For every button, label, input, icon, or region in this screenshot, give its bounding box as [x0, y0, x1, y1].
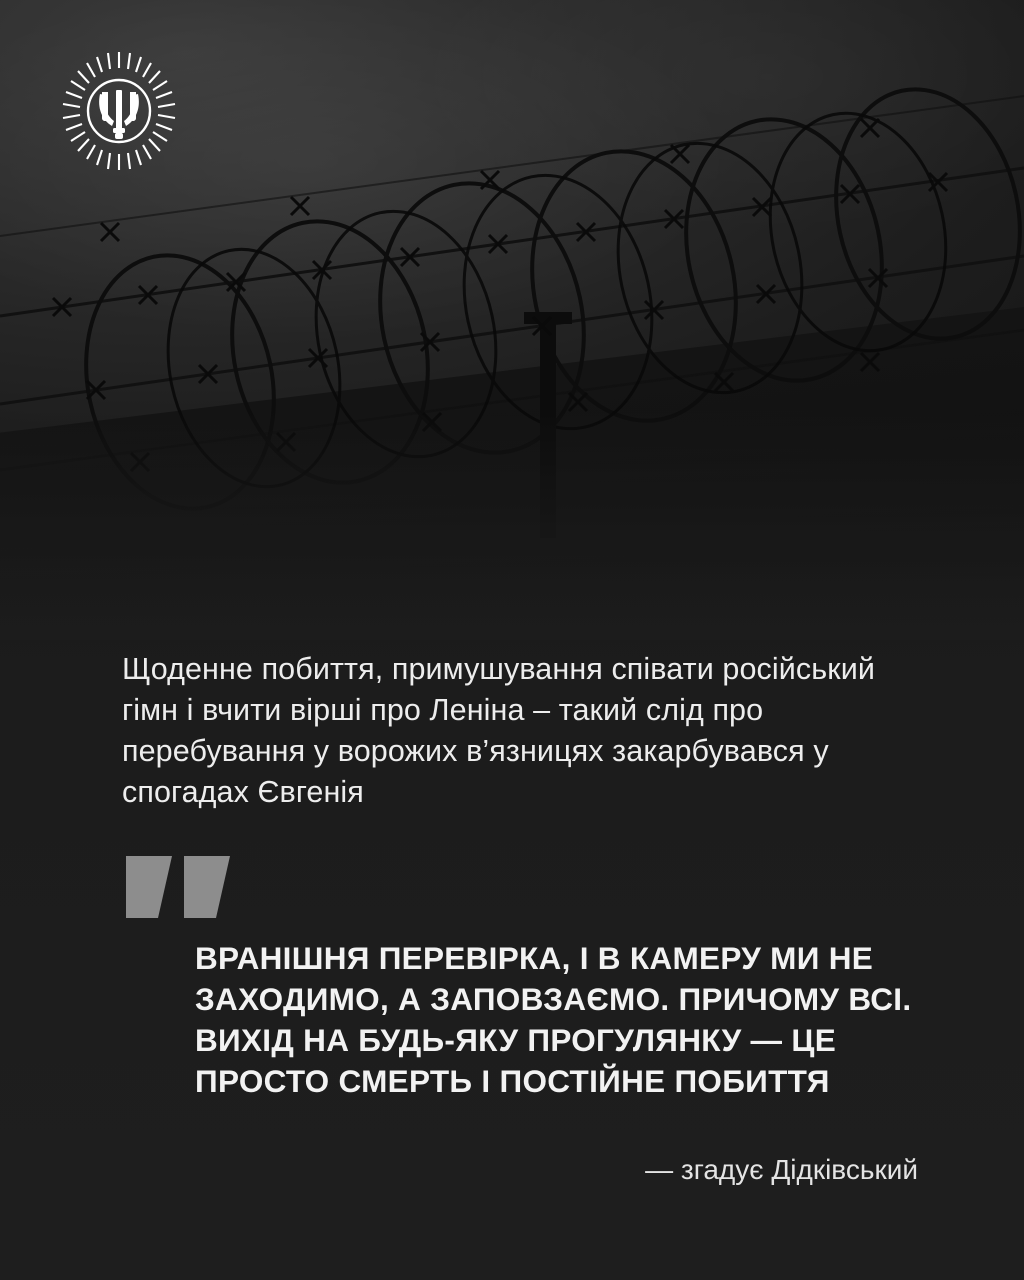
- lede-paragraph: Щоденне побиття, примушування співати російський гімн і вчити вірші про Леніна – такий слід про перебування у ворожих в’язницях закарбувався у спогадах Євгенія: [122, 651, 875, 809]
- text-content: [0, 560, 1024, 1280]
- ukraine-national-police-emblem-icon: [56, 48, 182, 174]
- quote-attribution: — згадує Дідківський: [645, 1154, 918, 1185]
- quotation-mark-icon: [122, 850, 242, 942]
- quote-text: ВРАНІШНЯ ПЕРЕВІРКА, І В КАМЕРУ МИ НЕ ЗАХОДИМО, А ЗАПОВЗАЄМО. ПРИЧОМУ ВСІ. ВИХІД НА БУДЬ-ЯКУ ПРОГУЛЯНКУ — ЦЕ ПРОСТО СМЕРТЬ І ПОСТІЙНЕ ПОБИТТЯ: [195, 939, 912, 1099]
